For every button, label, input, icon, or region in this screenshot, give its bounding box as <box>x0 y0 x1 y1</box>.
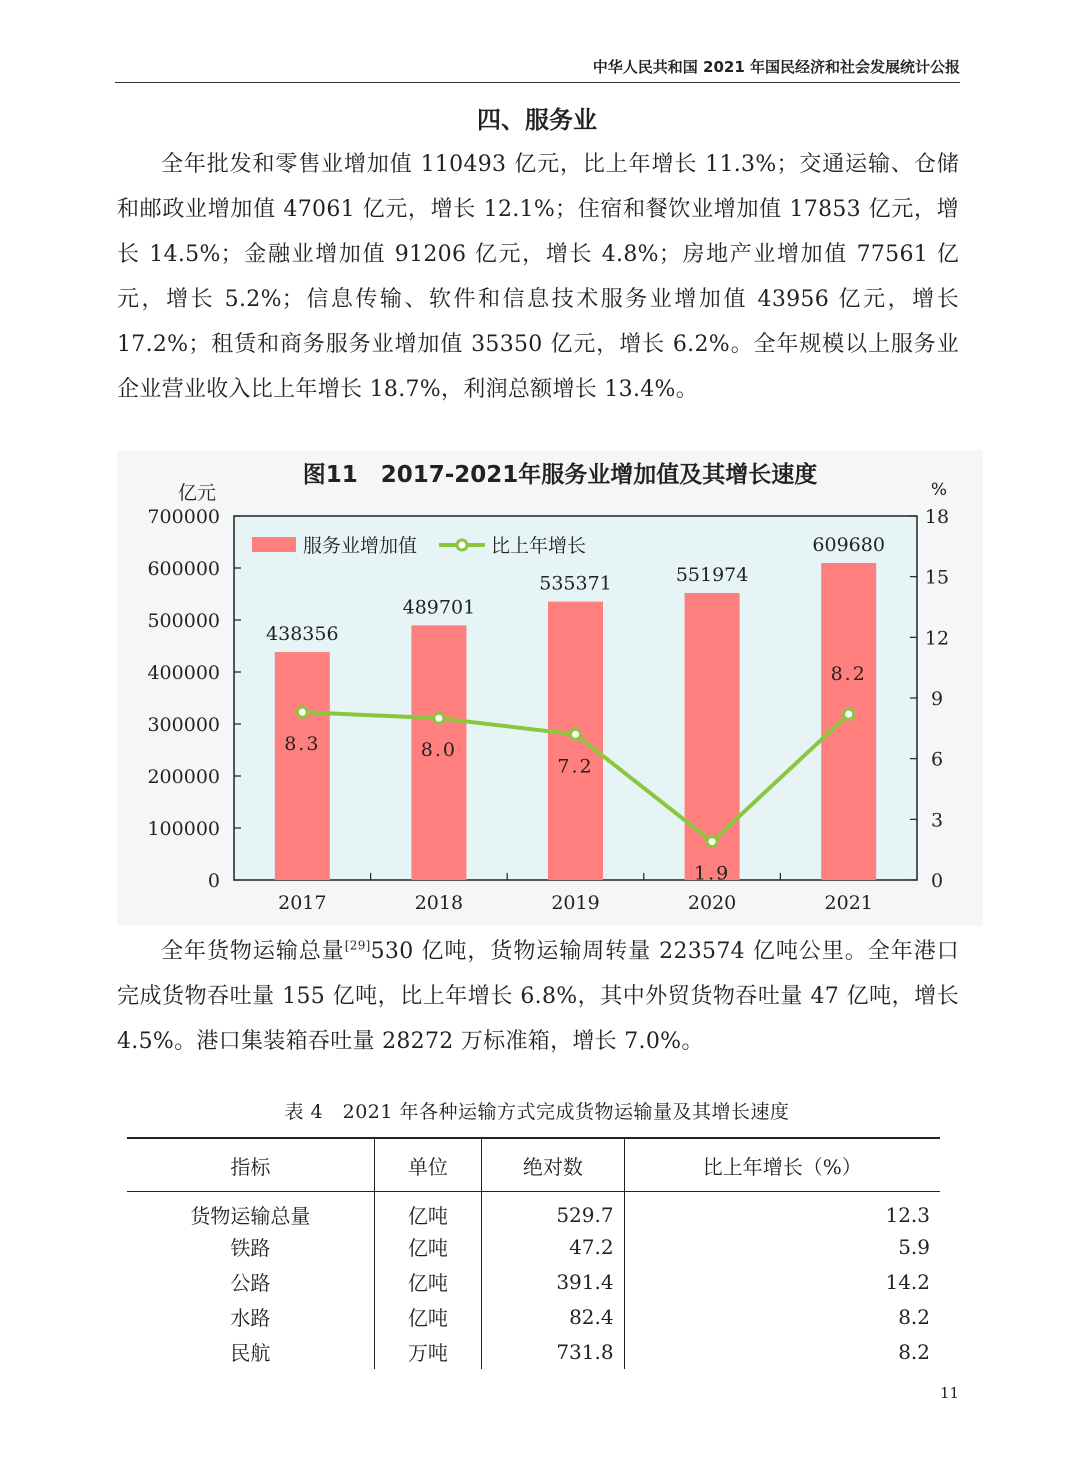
freight-table <box>127 1137 940 1369</box>
cell-absolute: 529.7 <box>482 1192 625 1230</box>
cell-growth: 5.9 <box>624 1229 940 1264</box>
table-header-row <box>127 1138 940 1192</box>
cell-growth: 14.2 <box>624 1264 940 1299</box>
growth-point <box>571 729 581 739</box>
growth-value-label: 8.2 <box>830 663 867 686</box>
section-title: 四、服务业 <box>477 106 597 134</box>
cell-indicator: 民航 <box>230 1341 271 1365</box>
cell-absolute: 731.8 <box>482 1334 625 1369</box>
y2-tick-label: 6 <box>930 748 944 771</box>
bar-value-label: 438356 <box>266 623 339 646</box>
legend-line-marker <box>457 540 467 550</box>
growth-value-label: 8.3 <box>284 733 321 756</box>
y2-tick-label: 0 <box>930 870 944 892</box>
y-axis-unit-label: 亿元 <box>177 482 217 504</box>
growth-point <box>297 707 307 717</box>
cell-growth: 8.2 <box>624 1334 940 1369</box>
x-tick-label: 2019 <box>551 892 600 914</box>
cell-unit: 亿吨 <box>374 1264 481 1299</box>
table-caption: 表 4 2021 年各种运输方式完成货物运输量及其增长速度 <box>284 1101 790 1123</box>
y2-tick-label: 9 <box>930 688 944 710</box>
y-tick-label: 100000 <box>147 818 220 840</box>
bar-value-label: 551974 <box>675 563 749 586</box>
cell-absolute: 82.4 <box>482 1299 625 1334</box>
header-title: 中华人民共和国 2021 年国民经济和社会发展统计公报 <box>592 58 960 76</box>
table-row <box>127 1299 940 1334</box>
bar-value-label: 489701 <box>402 596 476 619</box>
y2-tick-label: 15 <box>924 566 950 589</box>
paragraph-freight <box>117 929 959 1064</box>
y-tick-label: 600000 <box>147 558 220 580</box>
y-tick-label: 0 <box>207 870 220 892</box>
footnote-ref[interactable]: [29] <box>344 938 371 953</box>
table-row <box>127 1229 940 1264</box>
cell-indicator: 货物运输总量 <box>190 1204 311 1228</box>
cell-unit: 亿吨 <box>374 1229 481 1264</box>
bar-value-label: 609680 <box>812 533 885 556</box>
x-tick-label: 2017 <box>278 892 327 914</box>
growth-point <box>434 713 444 723</box>
cell-unit: 亿吨 <box>374 1299 481 1334</box>
x-tick-label: 2020 <box>687 892 737 914</box>
growth-point <box>844 709 854 719</box>
cell-absolute: 47.2 <box>482 1229 625 1264</box>
cell-indicator: 铁路 <box>230 1236 271 1260</box>
y2-tick-label: 12 <box>924 627 950 650</box>
cell-growth: 8.2 <box>624 1299 940 1334</box>
y-tick-label: 700000 <box>147 506 220 528</box>
table-row <box>127 1334 940 1369</box>
chart-title: 图11 2017-2021年服务业增加值及其增长速度 <box>302 462 818 488</box>
y2-tick-label: 3 <box>930 809 944 832</box>
header-growth: 比上年增长（%） <box>624 1138 940 1192</box>
page-number: 11 <box>940 1384 960 1402</box>
y-tick-label: 300000 <box>147 714 220 736</box>
legend-bar-swatch <box>252 537 296 552</box>
y-tick-label: 200000 <box>147 766 220 788</box>
growth-value-label: 7.2 <box>557 755 594 778</box>
cell-unit: 亿吨 <box>374 1192 481 1230</box>
table-row <box>127 1264 940 1299</box>
growth-value-label: 8.0 <box>420 739 458 762</box>
cell-unit: 万吨 <box>374 1334 481 1369</box>
table-row <box>127 1192 940 1230</box>
cell-growth: 12.3 <box>624 1192 940 1230</box>
paragraph-freight-rest: 530 亿吨，货物运输周转量 223574 亿吨公里。全年港口完成货物吞吐量 155 亿吨，比上年增长 6.8%，其中外贸货物吞吐量 47 亿吨，增长 4.5%。港口集装箱吞吐量 28272 万标准箱，增长 7.0%。 <box>117 939 959 1054</box>
y-tick-label: 500000 <box>147 610 220 632</box>
cell-absolute: 391.4 <box>482 1264 625 1299</box>
legend-bar-label: 服务业增加值 <box>303 535 418 557</box>
bar-value-label: 535371 <box>539 572 612 595</box>
x-tick-label: 2018 <box>414 892 464 914</box>
header-indicator: 指标 <box>127 1138 374 1192</box>
x-tick-label: 2021 <box>824 892 873 914</box>
y2-axis-unit-label: % <box>930 480 948 500</box>
header-unit: 单位 <box>374 1138 481 1192</box>
y-tick-label: 400000 <box>147 662 220 684</box>
growth-point <box>707 837 717 847</box>
growth-value-label: 1.9 <box>693 862 731 885</box>
bar <box>821 563 876 880</box>
chart-svg <box>117 450 983 926</box>
page-header <box>115 56 960 83</box>
cell-indicator: 水路 <box>230 1306 271 1330</box>
paragraph-freight-start: 全年货物运输总量 <box>161 939 345 964</box>
header-absolute: 绝对数 <box>482 1138 625 1192</box>
paragraph-services: 全年批发和零售业增加值 110493 亿元，比上年增长 11.3%；交通运输、仓储和邮政业增加值 47061 亿元，增长 12.1%；住宿和餐饮业增加值 17853 亿元，增长 14.5%；金融业增加值 91206 亿元，增长 4.8%；房地产业增加值 77561 亿元，增长 5.2%；信息传输、软件和信息技术服务业增加值 43956 亿元，增长 17.2%；租赁和商务服务业增加值 35350 亿元，增长 6.2%。全年规模以上服务业企业营业收入比上年增长 18.7%，利润总额增长 13.4%。 <box>117 152 959 402</box>
services-chart <box>117 450 983 926</box>
y2-tick-label: 18 <box>924 506 950 528</box>
cell-indicator: 公路 <box>230 1271 271 1295</box>
legend-line-label: 比上年增长 <box>491 535 587 557</box>
bar <box>275 652 330 880</box>
